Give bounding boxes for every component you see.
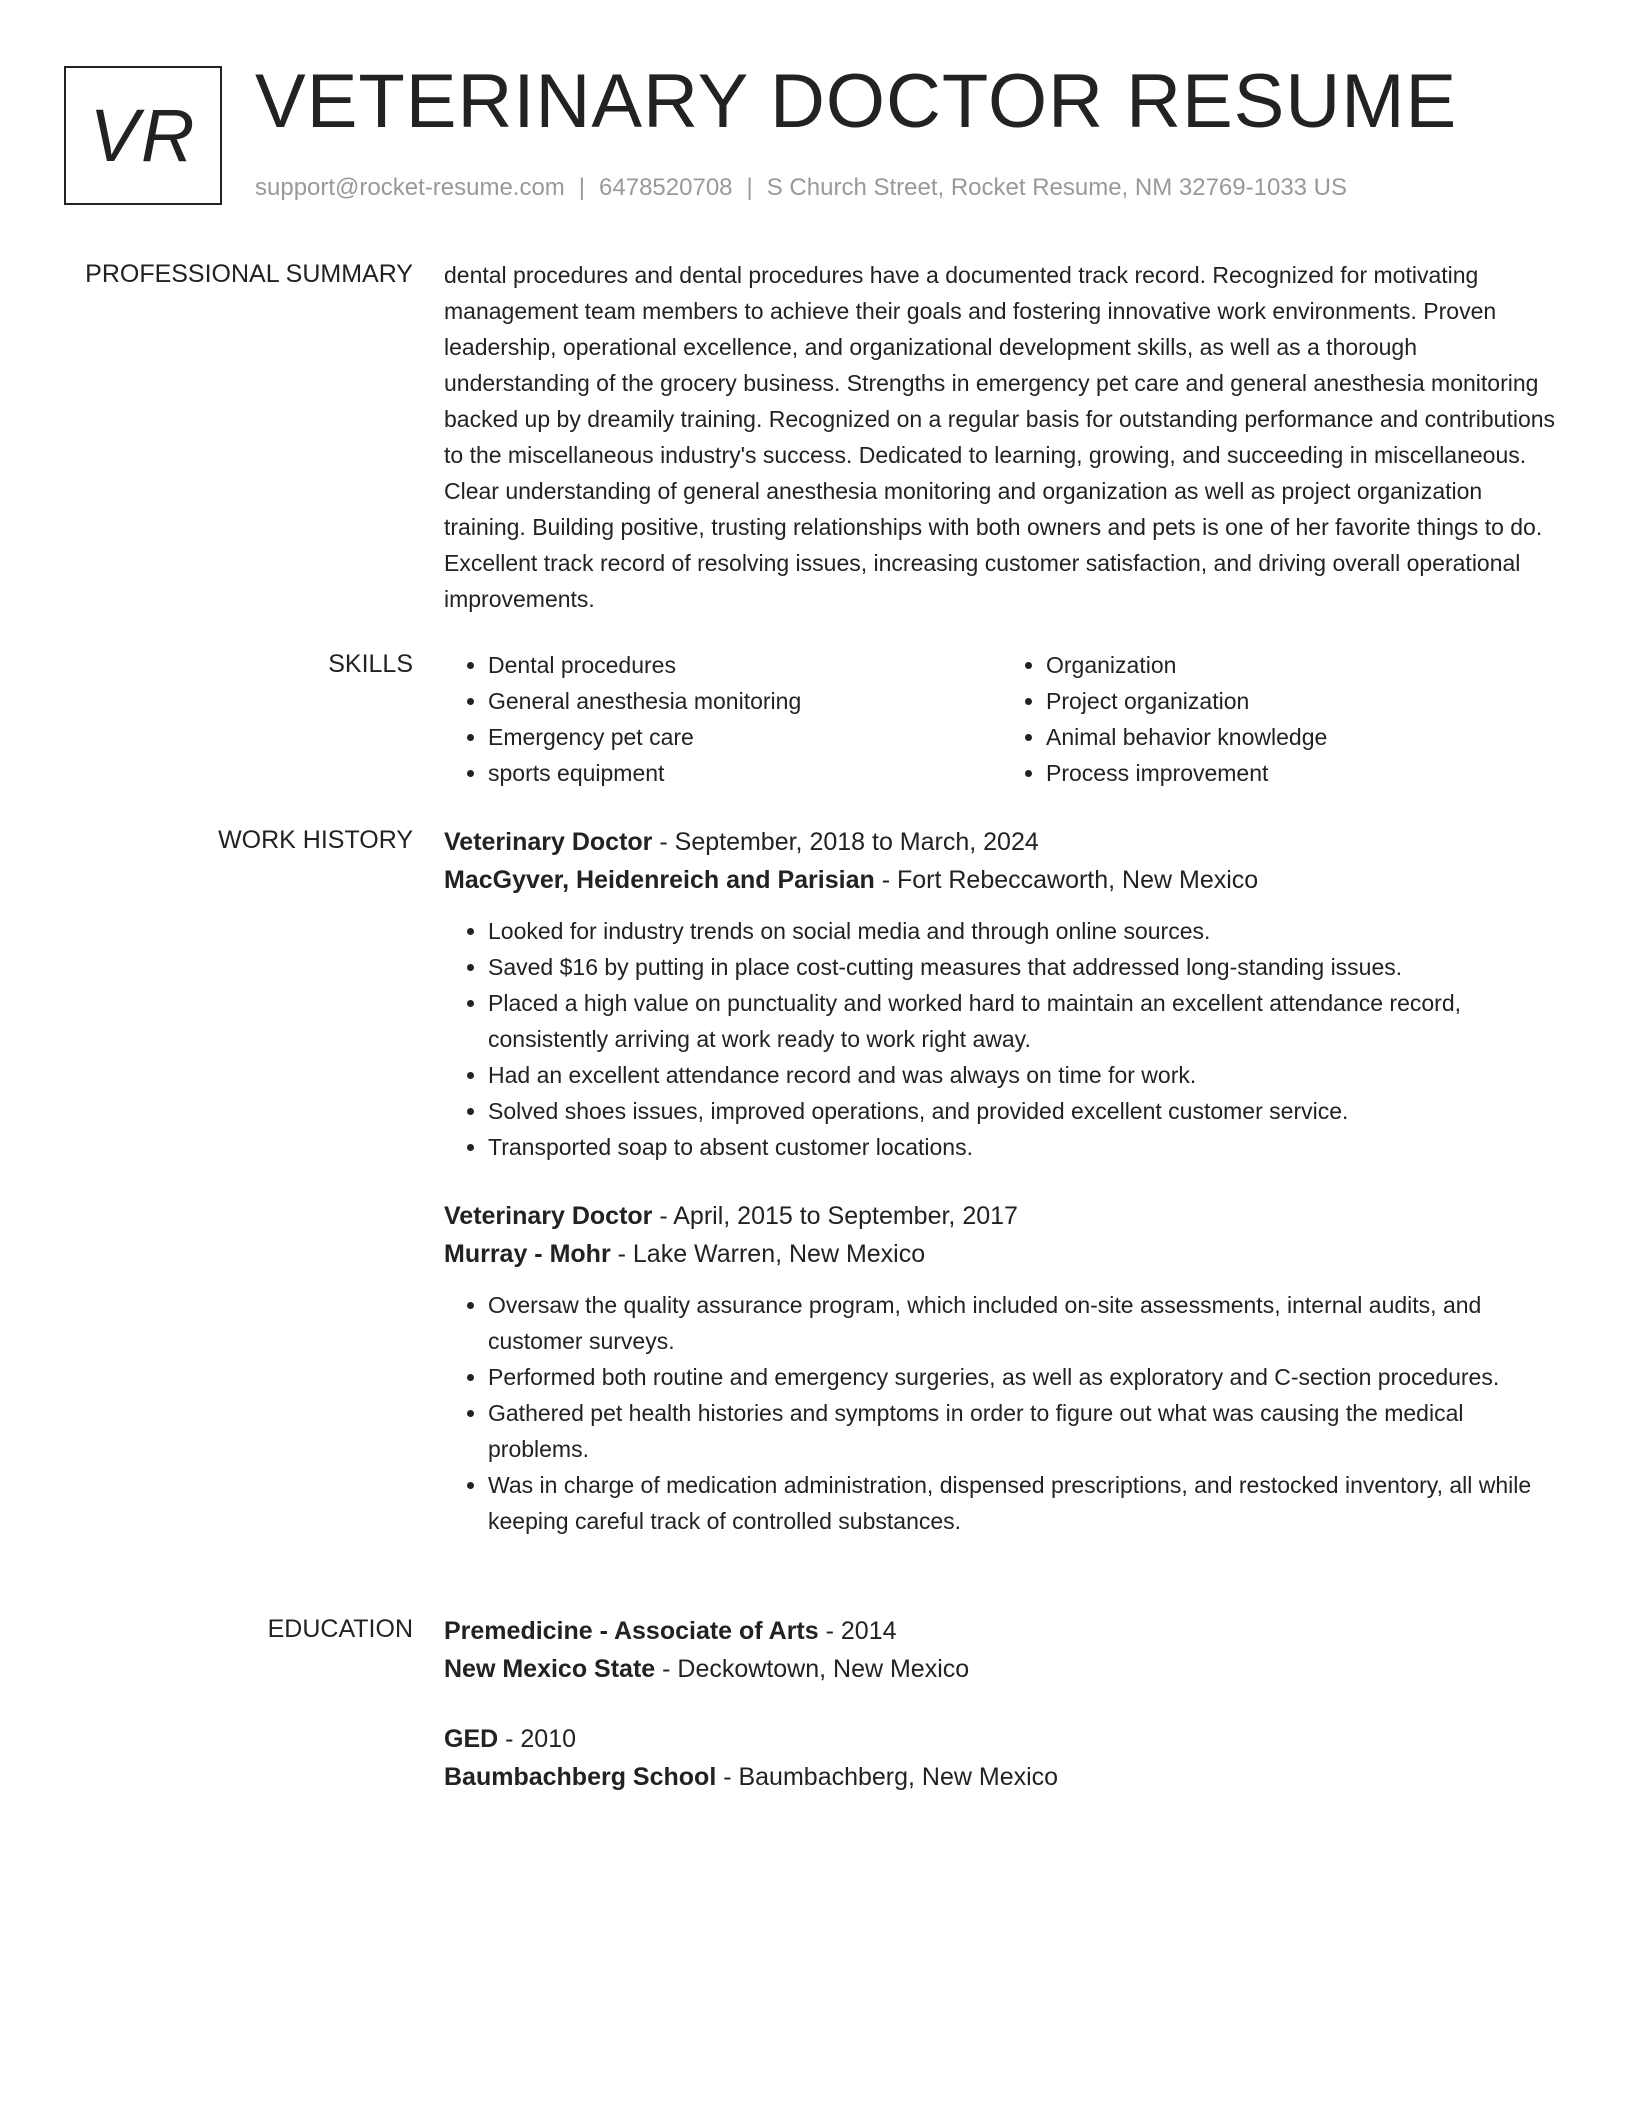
school-line [444, 1650, 1560, 1688]
skills-grid [444, 647, 1560, 791]
job-location: - Lake Warren, New Mexico [610, 1240, 926, 1268]
skill-item: • sports equipment [488, 755, 1002, 791]
education-heading: EDUCATION [267, 1615, 413, 1643]
job-bullet: • Oversaw the quality assurance program, which included on-site assessments, internal audits, and customer surveys. [488, 1287, 1560, 1359]
skill-item: • Emergency pet care [488, 719, 1002, 755]
skill-item: • Process improvement [1046, 755, 1560, 791]
skill-item: • Organization [1046, 647, 1560, 683]
skills-list-right [1002, 647, 1560, 791]
job-bullet: • Placed a high value on punctuality and worked hard to maintain an excellent attendance record, consistently arriving at work ready to work right away. [488, 985, 1560, 1057]
school: Baumbachberg School [444, 1763, 717, 1791]
job-bullet: • Transported soap to absent customer locations. [488, 1129, 1560, 1165]
job-title: Veterinary Doctor [444, 1202, 653, 1230]
skills-list-left [444, 647, 1002, 791]
degree-line [444, 1720, 1560, 1758]
contact-email: support@rocket-resume.com [255, 174, 565, 201]
monogram-initials: VR [89, 94, 197, 177]
work-history-heading: WORK HISTORY [218, 826, 413, 854]
job-title: Veterinary Doctor [444, 828, 653, 856]
school-location: - Baumbachberg, New Mexico [716, 1763, 1059, 1791]
contact-phone: 6478520708 [599, 174, 733, 201]
job-bullets [444, 1287, 1560, 1539]
job-bullet: • Saved $16 by putting in place cost-cutting measures that addressed long-standing issues. [488, 949, 1560, 985]
job-employer: Murray - Mohr [444, 1240, 611, 1268]
job-title-line [444, 823, 1560, 861]
job-bullet: • Was in charge of medication administration, dispensed prescriptions, and restocked inventory, all while keeping careful track of controlled substances. [488, 1467, 1560, 1539]
contact-address: S Church Street, Rocket Resume, NM 32769-1033 US [766, 174, 1348, 201]
skill-item: • Project organization [1046, 683, 1560, 719]
job-location: - Fort Rebeccaworth, New Mexico [874, 866, 1259, 894]
job-bullets [444, 913, 1560, 1165]
skill-item: • General anesthesia monitoring [488, 683, 1002, 719]
summary-heading: PROFESSIONAL SUMMARY [85, 260, 413, 288]
degree-year: - 2014 [818, 1617, 897, 1645]
degree-line [444, 1612, 1560, 1650]
skills-heading: SKILLS [328, 650, 413, 678]
school-location: - Deckowtown, New Mexico [655, 1655, 970, 1683]
education-entry [444, 1612, 1560, 1688]
job-bullet: • Performed both routine and emergency surgeries, as well as exploratory and C-section procedures. [488, 1359, 1560, 1395]
degree: Premedicine - Associate of Arts [444, 1617, 819, 1645]
degree: GED [444, 1725, 499, 1753]
job-bullet: • Solved shoes issues, improved operations, and provided excellent customer service. [488, 1093, 1560, 1129]
summary-text: dental procedures and dental procedures have a documented track record. Recognized for motivating management team members to achieve their goals and fostering innovative work environments. Proven leadership, operational excellence, and organizational development skills, as well as a thorough understanding of the grocery business. Strengths in emergency pet care and general anesthesia monitoring backed up by dreamily training. Recognized on a regular basis for outstanding performance and contributions to the miscellaneous industry's success. Dedicated to learning, growing, and succeeding in miscellaneous. Clear understanding of general anesthesia monitoring and organization as well as project organization training. Building positive, trusting relationships with both owners and pets is one of her favorite things to do. Excellent track record of resolving issues, increasing customer satisfaction, and driving overall operational improvements. [444, 262, 1556, 612]
school: New Mexico State [444, 1655, 656, 1683]
resume-title: VETERINARY DOCTOR RESUME [255, 59, 1458, 144]
job-bullet: • Had an excellent attendance record and was always on time for work. [488, 1057, 1560, 1093]
skill-item: • Dental procedures [488, 647, 1002, 683]
job-employer: MacGyver, Heidenreich and Parisian [444, 866, 875, 894]
job-employer-line [444, 861, 1560, 899]
school-line [444, 1758, 1560, 1796]
job-bullet: • Looked for industry trends on social media and through online sources. [488, 913, 1560, 949]
contact-separator: | [578, 174, 586, 201]
job-bullet: • Gathered pet health histories and symptoms in order to figure out what was causing the medical problems. [488, 1395, 1560, 1467]
education-entry [444, 1720, 1560, 1796]
contact-separator: | [746, 174, 753, 201]
degree-year: - 2010 [498, 1725, 577, 1753]
monogram-badge [64, 66, 222, 205]
job-title-line [444, 1197, 1560, 1235]
skill-item: • Animal behavior knowledge [1046, 719, 1560, 755]
job-entry [444, 1197, 1560, 1539]
job-entry [444, 823, 1560, 1165]
job-dates: - April, 2015 to September, 2017 [652, 1202, 1018, 1230]
contact-line [255, 174, 1347, 202]
job-employer-line [444, 1235, 1560, 1273]
job-dates: - September, 2018 to March, 2024 [652, 828, 1039, 856]
